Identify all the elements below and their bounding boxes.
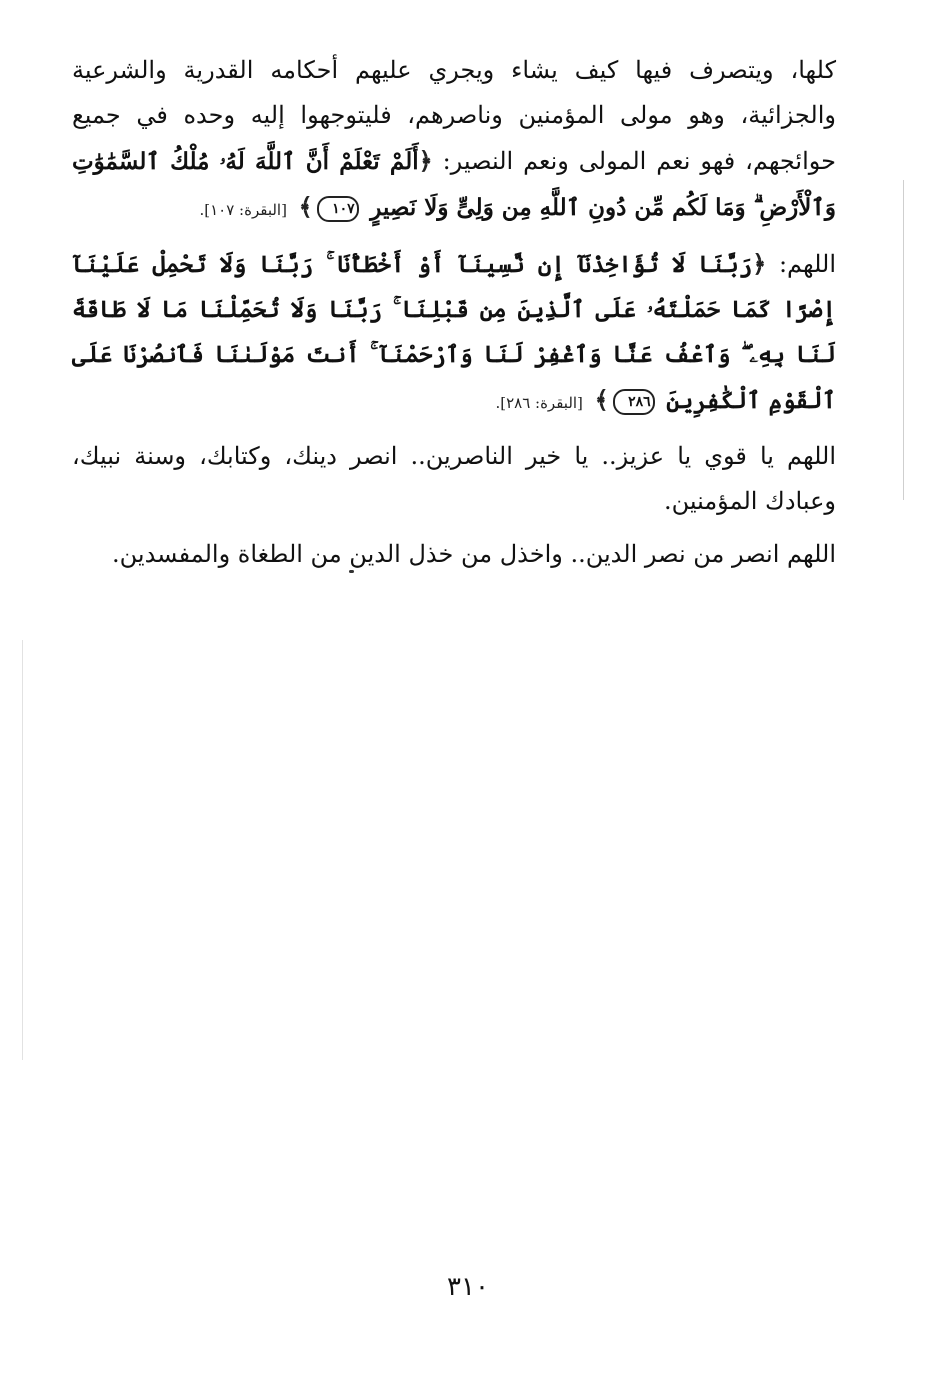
- paragraph-1-text: كلها، ويتصرف فيها كيف يشاء ويجري عليهم أحكامه القدرية والشرعية والجزائية، وهو مولى المؤمنين وناصرهم، فليتوجهوا إليه وحده في جميع حوائجهم، فهو نعم المولى ونعم النصير:: [72, 56, 836, 175]
- quran-verse-107: أَلَمْ تَعْلَمْ أَنَّ ٱللَّهَ لَهُۥ مُلْكُ ٱلسَّمَٰوَٰتِ وَٱلْأَرْضِ ۗ وَمَا لَكُم مِّن دُونِ ٱللَّهِ مِن وَلِىٍّ وَلَا نَصِيرٍ: [72, 148, 836, 221]
- scan-margin-line: [903, 180, 904, 500]
- body-text: [72, 48, 836, 577]
- ink-speck: [349, 570, 354, 573]
- paragraph-2: [72, 241, 836, 426]
- verse-close-bracket: ﴾: [298, 192, 313, 221]
- quran-verse-286: رَبَّنَا لَا تُؤَاخِذْنَآ إِن نَّسِينَآ أَوْ أَخْطَأْنَا ۚ رَبَّنَا وَلَا تَحْمِلْ عَلَيْنَآ إِصْرًا كَمَا حَمَلْتَهُۥ عَلَى ٱلَّذِينَ مِن قَبْلِنَا ۚ رَبَّنَا وَلَا تُحَمِّلْنَا مَا لَا طَاقَةَ لَنَا بِهِۦ ۖ وَٱعْفُ عَنَّا وَٱغْفِرْ لَنَا وَٱرْحَمْنَآ ۚ أَنتَ مَوْلَىٰنَا فَٱنصُرْنَا عَلَى ٱلْقَوْمِ ٱلْكَٰفِرِينَ: [72, 251, 836, 414]
- ayah-number-marker: ١٠٧: [317, 196, 359, 222]
- verse-open-bracket: ﴿: [418, 146, 433, 175]
- verse-reference: [البقرة: ١٠٧].: [199, 201, 287, 219]
- scan-margin-line-left: [22, 640, 23, 1060]
- ayah-number-marker: ٢٨٦: [613, 389, 655, 415]
- page-number: ٣١٠: [447, 1272, 489, 1302]
- paragraph-2-text: اللهم:: [778, 250, 836, 278]
- verse-reference: [البقرة: ٢٨٦].: [495, 394, 583, 412]
- verse-close-bracket: ﴾: [594, 385, 609, 414]
- paragraph-4: اللهم انصر من نصر الدين.. واخذل من خذل الدين من الطغاة والمفسدين.: [111, 540, 836, 568]
- verse-open-bracket: ﴿: [752, 249, 767, 278]
- paragraph-3: اللهم يا قوي يا عزيز.. يا خير الناصرين.. انصر دينك، وكتابك، وسنة نبيك، وعبادك المؤمنين.: [72, 442, 836, 515]
- paragraph-1: [72, 48, 836, 233]
